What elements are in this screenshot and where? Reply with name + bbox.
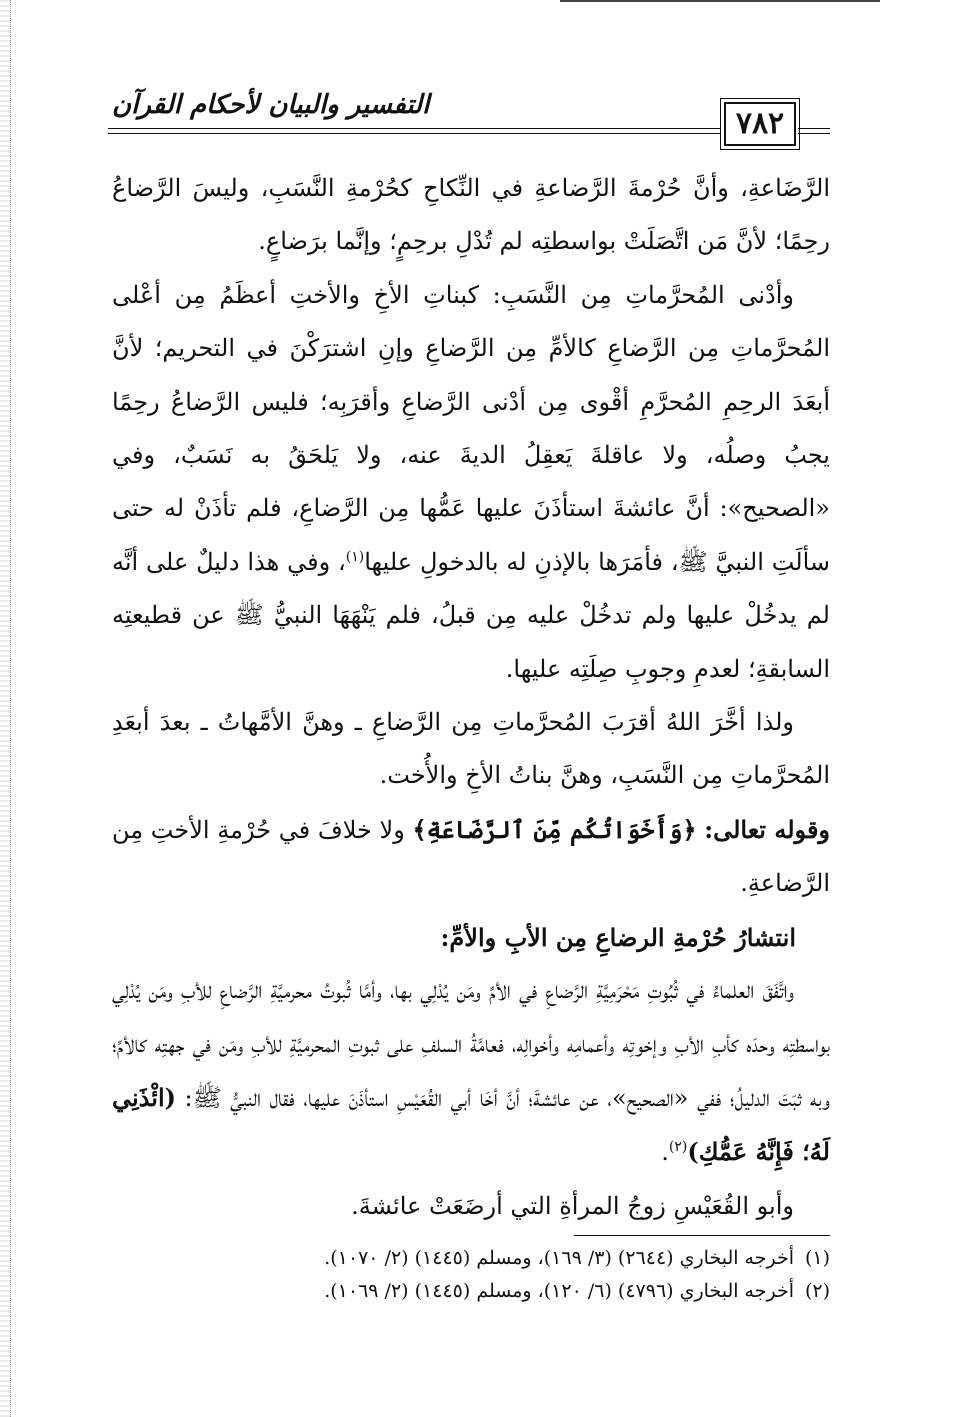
paragraph-text: واتَّفَقَ العلماءُ في ثُبُوتِ مَحْرَمِيَّةِ الرَّضاعِ في الأمِّ ومَن يُدْلِي بها، وأمَّا ثُبوتُ محرميَّةِ الرَّضاعِ للأبِ ومَن يُدْلِي بواسطتِه وحدَه كأبِ الأبِ وإخوتِه وأعمامِه وأخوالِه، فعامَّةُ السلفِ على ثبوتِ المحرميَّةِ للأبِ ومَن في جهتِه كالأمِّ؛ وبه ثبَتَ الدليلُ؛ ففي «الصحيح»، عن عائشةَ؛ أنَّ أخَا أبي القُعَيْسِ استأذَنَ عليها، فقال النبيُّ ﷺ: <box>112 976 830 1112</box>
running-title: التفسير والبيان لأحكام القرآن <box>112 90 430 120</box>
paragraph <box>112 803 830 911</box>
paragraph-text: الرَّضَاعةِ، وأنَّ حُرْمةَ الرَّضاعةِ في النِّكاحِ كحُرْمةِ النَّسَبِ، وليسَ الرَّضاعُ رحِمًا؛ لأنَّ مَن اتَّصَلَتْ بواسطتِه لم تُدْلِ برحِمٍ؛ وإنَّما برَضاعٍ. <box>112 174 830 256</box>
header-rule <box>108 128 720 129</box>
footnote-number: (١) <box>804 1247 830 1269</box>
footnote-ref: (٢) <box>668 1139 688 1156</box>
footnote-separator <box>574 1235 830 1236</box>
footnote-text: أخرجه البخاري (٤٧٩٦) (٦/ ١٢٠)، ومسلم (١٤٤٥) (٢/ ١٠٦٩). <box>324 1280 794 1302</box>
paragraph <box>112 696 830 803</box>
header-rule <box>798 133 830 134</box>
paragraph <box>112 1180 830 1233</box>
hadith-quote: (ائْذَنِي لَهُ؛ فَإِنَّهُ عَمُّكِ) <box>112 1082 830 1167</box>
paragraph-text: ولا خلافَ في حُرْمةِ الأختِ مِن الرَّضاعةِ. <box>112 815 830 898</box>
header-rule <box>108 133 720 134</box>
top-rule <box>560 0 880 8</box>
footnote-text: أخرجه البخاري (٢٦٤٤) (٣/ ١٦٩)، ومسلم (١٤٤٥) (٢/ ١٠٧٠). <box>324 1247 794 1269</box>
section-heading: انتشارُ حُرْمةِ الرضاعِ مِن الأبِ والأمِّ: <box>440 922 796 952</box>
paragraph-text: . <box>661 1138 669 1167</box>
page-number: ٧٨٢ <box>724 102 796 146</box>
paragraph-text: ، وفي هذا دليلٌ على أنَّه لم يدخُلْ عليها ولم تدخُلْ عليه مِن قبلُ، فلم يَنْهَهَا النبيُّ ﷺ عن قطيعتِه السابقةِ؛ لعدمِ وجوبِ صِلَتِه عليها. <box>112 547 830 683</box>
paragraph-text: وأدْنى المُحرَّماتِ مِن النَّسَبِ: كبناتِ الأخِ والأختِ أعظَمُ مِن أعْلى المُحرَّماتِ مِن الرَّضاعِ كالأمِّ مِن الرَّضاعِ وإنِ اشترَكْنَ في التحريم؛ لأنَّ أبعَدَ الرحِمِ المُحرَّمِ أقْوى مِن أدْنى الرَّضاعِ وأقرَبِه؛ فليس الرَّضاعُ رحِمًا يجبُ وصلُه، ولا عاقلةَ يَعقِلُ الديةَ عنه، ولا يَلحَقُ به نَسَبٌ، وفي «الصحيح»: أنَّ عائشةَ استأذَنَ عليها عَمُّها مِن الرَّضاعِ، فلم تأذَنْ له حتى سألَتِ النبيَّ ﷺ، فأمَرَها بالإذنِ له بالدخولِ عليها <box>112 280 831 576</box>
paragraph <box>112 269 830 696</box>
paragraph-text: وأبو القُعَيْسِ زوجُ المرأةِ التي أرضَعَتْ عائشةَ. <box>351 1191 794 1220</box>
quran-verse: ﴿وَأَخَوَاتُكُم مِّنَ ٱلرَّضَاعَةِ﴾ <box>412 814 697 844</box>
footnote <box>112 1275 830 1308</box>
paragraph <box>112 162 830 269</box>
paragraph-text: ولذا أخَّرَ اللهُ أقرَبَ المُحرَّماتِ مِن الرَّضاعِ ـ وهنَّ الأمَّهاتُ ـ بعدَ أبعَدِ المُحرَّماتِ مِن النَّسَبِ، وهنَّ بناتُ الأخِ والأُخت. <box>112 708 830 790</box>
header-rule <box>798 128 830 129</box>
lead-phrase: وقوله تعالى: <box>704 814 831 844</box>
footnote-number: (٢) <box>804 1280 830 1302</box>
main-text <box>112 162 830 1233</box>
scan-edge <box>0 0 11 1417</box>
footnotes <box>112 1242 830 1308</box>
page-header <box>108 88 830 144</box>
paragraph <box>112 964 830 1180</box>
footnote <box>112 1242 830 1275</box>
footnote-ref: (١) <box>345 548 365 565</box>
